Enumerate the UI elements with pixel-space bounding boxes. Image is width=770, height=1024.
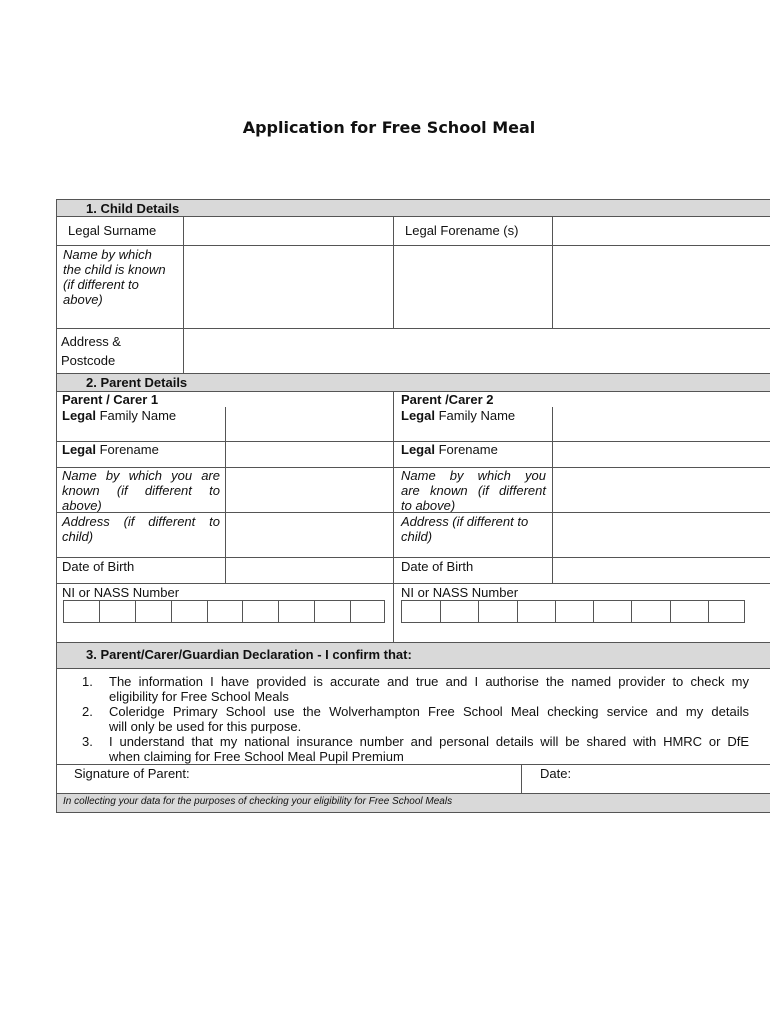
parent-1-dob-label: Date of Birth: [62, 559, 135, 574]
divider: [56, 583, 770, 584]
child-known-name-field-3[interactable]: [553, 246, 770, 328]
declaration-item: 2. Coleridge Primary School use the Wolverhampton Free School Meal checking service and my details will only be used for this purpose.: [82, 704, 749, 734]
parent-1-forename-label: Legal Forename: [62, 442, 159, 457]
child-address-label: Address & Postcode: [61, 334, 121, 368]
section-3-heading: 3. Parent/Carer/Guardian Declaration - I confirm that:: [86, 647, 412, 662]
parent-2-family-name-label: Legal Family Name: [401, 408, 516, 423]
divider: [56, 467, 770, 468]
date-field[interactable]: [522, 765, 770, 793]
child-legal-surname-field[interactable]: [184, 217, 393, 245]
parent-1-dob-field[interactable]: [226, 558, 393, 583]
signature-label: Signature of Parent:: [74, 766, 190, 781]
child-known-name-label: Name by which the child is known (if different to above): [63, 247, 166, 307]
parent-2-ni-label: NI or NASS Number: [401, 585, 519, 600]
divider: [56, 668, 770, 669]
parent-2-dob-field[interactable]: [553, 558, 770, 583]
column-line: [552, 407, 553, 583]
parent-2-forename-field[interactable]: [553, 442, 770, 467]
column-line: [393, 216, 394, 328]
declaration-item: 1. The information I have provided is accurate and true and I authorise the named provider to check my eligibility for Free School Meals: [82, 674, 749, 704]
parent-1-ni-input[interactable]: [63, 600, 385, 623]
parent-1-known-name-label: Name by which you are known (if different to above): [62, 468, 220, 513]
divider: [56, 512, 770, 513]
parent-1-heading: Parent / Carer 1: [62, 392, 159, 407]
column-line: [183, 216, 184, 373]
application-form: [56, 199, 770, 813]
parent-2-family-name-field[interactable]: [553, 407, 770, 441]
child-legal-forename-label: Legal Forename (s): [405, 223, 519, 238]
parent-1-family-name-field[interactable]: [226, 407, 393, 441]
date-label: Date:: [540, 766, 572, 781]
section-1-header: [57, 200, 770, 216]
child-address-field[interactable]: [184, 329, 770, 373]
divider: [56, 441, 770, 442]
parent-2-known-name-label: Name by which you are known (if different to above): [401, 468, 546, 513]
section-1-heading: 1. Child Details: [86, 201, 180, 216]
divider: [56, 557, 770, 558]
page-title: Application for Free School Meal: [242, 118, 536, 137]
column-line: [552, 216, 553, 328]
child-legal-surname-label: Legal Surname: [68, 223, 157, 238]
footer-note-bar: [57, 794, 770, 812]
section-3-header: [57, 643, 770, 668]
parent-1-family-name-label: Legal Family Name: [62, 408, 177, 423]
parent-1-address-label: Address (if different to child): [62, 514, 220, 544]
child-legal-forename-field[interactable]: [553, 217, 770, 245]
signature-field[interactable]: [57, 765, 521, 793]
child-known-name-field-2[interactable]: [394, 246, 552, 328]
section-2-heading: 2. Parent Details: [86, 375, 188, 390]
footer-note: In collecting your data for the purposes of checking your eligibility for Free School Meals: [63, 796, 453, 807]
parent-1-forename-field[interactable]: [226, 442, 393, 467]
section-2-header: [57, 374, 770, 391]
parent-2-forename-label: Legal Forename: [401, 442, 498, 457]
parent-2-dob-label: Date of Birth: [401, 559, 474, 574]
parent-2-address-label: Address (if different to child): [401, 514, 529, 544]
parent-1-ni-label: NI or NASS Number: [62, 585, 180, 600]
child-known-name-field-1[interactable]: [184, 246, 393, 328]
parent-2-heading: Parent /Carer 2: [401, 392, 494, 407]
column-line: [225, 407, 226, 583]
parent-2-ni-input[interactable]: [401, 600, 745, 623]
column-line: [393, 391, 394, 642]
declaration-item: 3. I understand that my national insurance number and personal details will be shared with HMRC or DfE when claiming for Free School Meal Pupil Premium: [82, 734, 749, 764]
